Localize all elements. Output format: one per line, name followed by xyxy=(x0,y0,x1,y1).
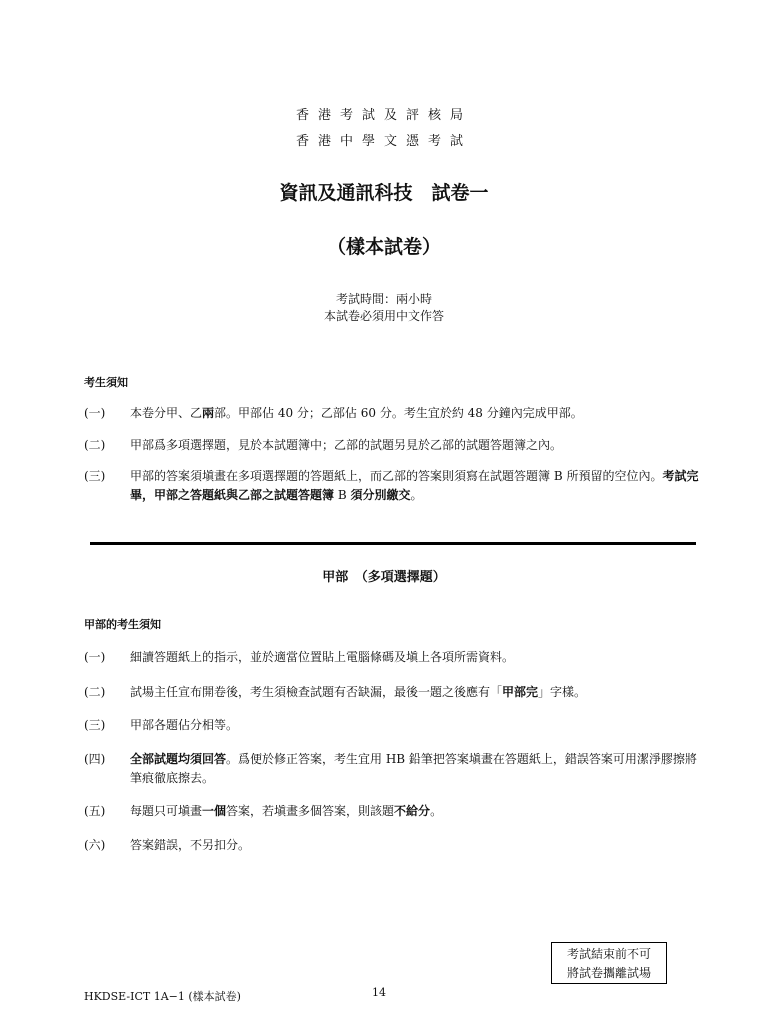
paper-title: 資訊及通訊科技 試卷一 xyxy=(279,182,489,204)
section-divider xyxy=(90,542,696,545)
item-number: (一) xyxy=(84,650,106,664)
item-text: 試場主任宣布開卷後，考生須檢查試題有否缺漏，最後一題之後應有「甲部完」字樣。 xyxy=(130,685,587,699)
notice-box xyxy=(551,942,667,984)
item-number: (三) xyxy=(84,718,106,732)
item-number: (二) xyxy=(84,438,106,452)
notice-line: 考試結束前不可 xyxy=(566,947,651,961)
section-a-title: 甲部 （多項選擇題） xyxy=(322,570,446,585)
paper-subtitle: （樣本試卷） xyxy=(326,236,441,258)
organization-name: 香港考試及評核局 xyxy=(295,108,472,123)
section-a-instructions-heading: 甲部的考生須知 xyxy=(84,618,161,631)
item-number: (三) xyxy=(84,469,106,483)
notice-line: 將試卷攜離試場 xyxy=(566,966,651,980)
page-number: 14 xyxy=(372,986,386,999)
item-text: 本卷分甲、乙兩部。甲部佔 40 分；乙部佔 60 分。考生宜於約 48 分鐘內完成甲部。 xyxy=(130,406,583,420)
exam-duration: 考試時間：兩小時 xyxy=(335,292,432,306)
item-text: 甲部爲多項選擇題，見於本試題簿中；乙部的試題另見於乙部的試題答題簿之內。 xyxy=(130,438,563,452)
paper-code: HKDSE-ICT 1A−1 (樣本試卷) xyxy=(84,990,241,1003)
exam-name: 香港中學文憑考試 xyxy=(295,134,472,149)
item-number: (六) xyxy=(84,838,106,852)
item-text: 答案錯誤，不另扣分。 xyxy=(130,838,251,852)
item-number: (一) xyxy=(84,406,106,420)
item-number: (四) xyxy=(84,752,106,766)
item-text: 全部試題均須回答。爲便於修正答案，考生宜用 HB 鉛筆把答案塡畫在答題紙上，錯誤答案可用潔淨膠擦將筆痕徹底擦去。 xyxy=(130,752,697,785)
item-text: 細讀答題紙上的指示，並於適當位置貼上電腦條碼及塡上各項所需資料。 xyxy=(130,650,515,664)
item-number: (五) xyxy=(84,804,106,818)
general-instructions-heading: 考生須知 xyxy=(84,376,128,389)
item-number: (二) xyxy=(84,685,106,699)
item-text: 甲部的答案須塡畫在多項選擇題的答題紙上，而乙部的答案則須寫在試題答題簿 B 所預留的空位內。考試完畢，甲部之答題紙與乙部之試題答題簿 B 須分別繳交。 xyxy=(130,469,699,502)
item-text: 每題只可塡畫一個答案，若塡畫多個答案，則該題不給分。 xyxy=(130,804,443,818)
item-text: 甲部各題佔分相等。 xyxy=(130,718,239,732)
language-note: 本試卷必須用中文作答 xyxy=(323,309,444,323)
